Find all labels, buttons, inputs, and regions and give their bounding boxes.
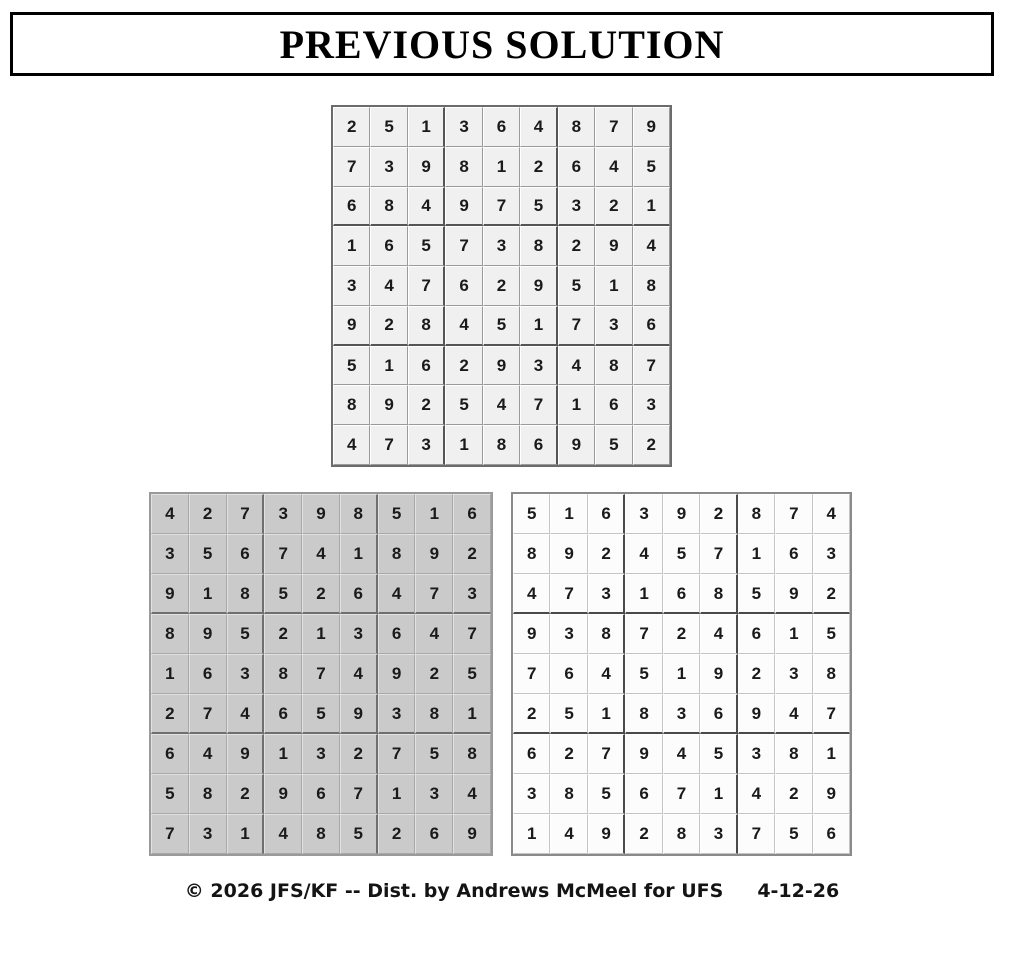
sudoku-cell: 6 — [415, 814, 453, 854]
sudoku-cell: 4 — [370, 266, 407, 306]
sudoku-cell: 2 — [813, 574, 850, 614]
sudoku-cell: 3 — [595, 306, 632, 346]
sudoku-cell: 7 — [264, 534, 302, 574]
sudoku-cell: 7 — [588, 734, 625, 774]
sudoku-cell: 4 — [151, 494, 189, 534]
sudoku-cell: 6 — [151, 734, 189, 774]
sudoku-cell: 5 — [595, 425, 632, 465]
sudoku-cell: 5 — [520, 187, 557, 227]
sudoku-grid-top — [331, 105, 672, 467]
sudoku-cell: 7 — [151, 814, 189, 854]
sudoku-cell: 2 — [340, 734, 378, 774]
sudoku-cell: 3 — [550, 614, 587, 654]
sudoku-cell: 8 — [513, 534, 550, 574]
sudoku-cell: 8 — [775, 734, 812, 774]
sudoku-cell: 2 — [445, 346, 482, 386]
sudoku-cell: 1 — [453, 694, 491, 734]
sudoku-cell: 2 — [595, 187, 632, 227]
sudoku-cell: 2 — [633, 425, 670, 465]
sudoku-cell: 4 — [520, 107, 557, 147]
sudoku-cell: 8 — [663, 814, 700, 854]
sudoku-cell: 7 — [370, 425, 407, 465]
sudoku-cell: 5 — [408, 226, 445, 266]
sudoku-cell: 1 — [483, 147, 520, 187]
sudoku-cell: 2 — [370, 306, 407, 346]
sudoku-cell: 3 — [633, 385, 670, 425]
sudoku-cell: 2 — [189, 494, 227, 534]
sudoku-cell: 4 — [663, 734, 700, 774]
sudoku-cell: 6 — [445, 266, 482, 306]
sudoku-cell: 1 — [520, 306, 557, 346]
sudoku-cell: 9 — [189, 614, 227, 654]
sudoku-cell: 7 — [189, 694, 227, 734]
sudoku-cell: 4 — [378, 574, 416, 614]
sudoku-cell: 7 — [775, 494, 812, 534]
sudoku-cell: 3 — [151, 534, 189, 574]
sudoku-cell: 5 — [151, 774, 189, 814]
sudoku-cell: 8 — [453, 734, 491, 774]
sudoku-cell: 1 — [595, 266, 632, 306]
sudoku-cell: 2 — [550, 734, 587, 774]
sudoku-cell: 1 — [415, 494, 453, 534]
sudoku-cell: 4 — [483, 385, 520, 425]
sudoku-cell: 4 — [513, 574, 550, 614]
sudoku-cell: 5 — [633, 147, 670, 187]
sudoku-cell: 1 — [378, 774, 416, 814]
footer-date: 4-12-26 — [757, 880, 840, 902]
sudoku-cell: 6 — [550, 654, 587, 694]
sudoku-cell: 3 — [408, 425, 445, 465]
sudoku-grid-bottom-left — [149, 492, 493, 856]
sudoku-cell: 8 — [415, 694, 453, 734]
sudoku-cell: 8 — [483, 425, 520, 465]
sudoku-cell: 1 — [550, 494, 587, 534]
sudoku-cell: 4 — [550, 814, 587, 854]
sudoku-cell: 7 — [415, 574, 453, 614]
sudoku-cell: 1 — [813, 734, 850, 774]
sudoku-cell: 1 — [302, 614, 340, 654]
sudoku-cell: 6 — [595, 385, 632, 425]
sudoku-cell: 8 — [813, 654, 850, 694]
sudoku-cell: 5 — [340, 814, 378, 854]
sudoku-grid-bottom-right — [511, 492, 852, 856]
sudoku-cell: 9 — [151, 574, 189, 614]
sudoku-cell: 2 — [625, 814, 662, 854]
sudoku-cell: 4 — [189, 734, 227, 774]
sudoku-cell: 8 — [340, 494, 378, 534]
sudoku-cell: 8 — [189, 774, 227, 814]
sudoku-cell: 8 — [378, 534, 416, 574]
sudoku-cell: 6 — [340, 574, 378, 614]
sudoku-cell: 5 — [445, 385, 482, 425]
sudoku-cell: 9 — [483, 346, 520, 386]
sudoku-cell: 4 — [700, 614, 737, 654]
sudoku-cell: 3 — [189, 814, 227, 854]
sudoku-cell: 6 — [378, 614, 416, 654]
sudoku-cell: 6 — [588, 494, 625, 534]
sudoku-cell: 4 — [813, 494, 850, 534]
sudoku-cell: 3 — [370, 147, 407, 187]
sudoku-cell: 6 — [513, 734, 550, 774]
sudoku-cell: 1 — [264, 734, 302, 774]
sudoku-cell: 1 — [340, 534, 378, 574]
sudoku-cell: 4 — [302, 534, 340, 574]
sudoku-cell: 9 — [588, 814, 625, 854]
sudoku-cell: 2 — [483, 266, 520, 306]
sudoku-cell: 9 — [550, 534, 587, 574]
sudoku-cell: 3 — [558, 187, 595, 227]
footer-copyright: © 2026 JFS/KF -- Dist. by Andrews McMeel for UFS — [184, 880, 724, 902]
sudoku-cell: 4 — [408, 187, 445, 227]
sudoku-cell: 4 — [264, 814, 302, 854]
sudoku-cell: 8 — [370, 187, 407, 227]
sudoku-cell: 5 — [588, 774, 625, 814]
sudoku-cell: 4 — [415, 614, 453, 654]
sudoku-cell: 3 — [378, 694, 416, 734]
sudoku-cell: 9 — [453, 814, 491, 854]
sudoku-cell: 6 — [663, 574, 700, 614]
sudoku-cell: 5 — [513, 494, 550, 534]
sudoku-cell: 2 — [453, 534, 491, 574]
sudoku-cell: 9 — [738, 694, 775, 734]
sudoku-cell: 6 — [700, 694, 737, 734]
sudoku-cell: 6 — [227, 534, 265, 574]
sudoku-cell: 8 — [151, 614, 189, 654]
sudoku-cell: 4 — [333, 425, 370, 465]
sudoku-cell: 2 — [415, 654, 453, 694]
sudoku-cell: 7 — [445, 226, 482, 266]
sudoku-cell: 7 — [595, 107, 632, 147]
sudoku-cell: 8 — [588, 614, 625, 654]
sudoku-cell: 5 — [227, 614, 265, 654]
sudoku-cell: 8 — [445, 147, 482, 187]
sudoku-cell: 8 — [264, 654, 302, 694]
sudoku-cell: 1 — [633, 187, 670, 227]
sudoku-cell: 1 — [333, 226, 370, 266]
sudoku-cell: 1 — [151, 654, 189, 694]
sudoku-cell: 3 — [663, 694, 700, 734]
sudoku-cell: 7 — [558, 306, 595, 346]
sudoku-cell: 5 — [813, 614, 850, 654]
sudoku-cell: 8 — [633, 266, 670, 306]
sudoku-cell: 3 — [415, 774, 453, 814]
sudoku-cell: 1 — [775, 614, 812, 654]
sudoku-cell: 9 — [633, 107, 670, 147]
sudoku-cell: 6 — [453, 494, 491, 534]
sudoku-cell: 9 — [378, 654, 416, 694]
sudoku-cell: 9 — [813, 774, 850, 814]
sudoku-cell: 5 — [483, 306, 520, 346]
sudoku-cell: 3 — [445, 107, 482, 147]
sudoku-cell: 1 — [445, 425, 482, 465]
sudoku-cell: 9 — [415, 534, 453, 574]
sudoku-cell: 5 — [189, 534, 227, 574]
sudoku-cell: 9 — [227, 734, 265, 774]
sudoku-cell: 9 — [558, 425, 595, 465]
sudoku-cell: 2 — [588, 534, 625, 574]
sudoku-cell: 2 — [408, 385, 445, 425]
sudoku-cell: 9 — [408, 147, 445, 187]
sudoku-cell: 7 — [302, 654, 340, 694]
sudoku-cell: 1 — [408, 107, 445, 147]
sudoku-cell: 7 — [227, 494, 265, 534]
sudoku-cell: 3 — [700, 814, 737, 854]
sudoku-cell: 9 — [663, 494, 700, 534]
sudoku-cell: 6 — [813, 814, 850, 854]
sudoku-cell: 6 — [333, 187, 370, 227]
sudoku-cell: 8 — [520, 226, 557, 266]
sudoku-cell: 8 — [700, 574, 737, 614]
sudoku-cell: 8 — [558, 107, 595, 147]
sudoku-cell: 4 — [340, 654, 378, 694]
sudoku-cell: 1 — [625, 574, 662, 614]
sudoku-cell: 2 — [520, 147, 557, 187]
sudoku-cell: 9 — [595, 226, 632, 266]
sudoku-cell: 1 — [700, 774, 737, 814]
sudoku-cell: 6 — [483, 107, 520, 147]
sudoku-cell: 6 — [738, 614, 775, 654]
sudoku-cell: 2 — [513, 694, 550, 734]
sudoku-cell: 9 — [370, 385, 407, 425]
sudoku-cell: 3 — [333, 266, 370, 306]
sudoku-cell: 5 — [370, 107, 407, 147]
sudoku-cell: 4 — [453, 774, 491, 814]
sudoku-cell: 9 — [775, 574, 812, 614]
sudoku-cell: 2 — [700, 494, 737, 534]
sudoku-cell: 5 — [700, 734, 737, 774]
sudoku-cell: 7 — [340, 774, 378, 814]
sudoku-cell: 3 — [520, 346, 557, 386]
sudoku-cell: 7 — [633, 346, 670, 386]
sudoku-cell: 8 — [595, 346, 632, 386]
sudoku-cell: 2 — [264, 614, 302, 654]
sudoku-cell: 1 — [663, 654, 700, 694]
sudoku-cell: 6 — [558, 147, 595, 187]
sudoku-cell: 7 — [663, 774, 700, 814]
sudoku-cell: 3 — [775, 654, 812, 694]
sudoku-cell: 4 — [738, 774, 775, 814]
sudoku-cell: 6 — [775, 534, 812, 574]
sudoku-cell: 3 — [513, 774, 550, 814]
sudoku-cell: 3 — [813, 534, 850, 574]
sudoku-cell: 7 — [513, 654, 550, 694]
sudoku-cell: 9 — [333, 306, 370, 346]
sudoku-cell: 5 — [415, 734, 453, 774]
sudoku-cell: 3 — [302, 734, 340, 774]
sudoku-cell: 2 — [775, 774, 812, 814]
sudoku-cell: 7 — [625, 614, 662, 654]
sudoku-cell: 8 — [625, 694, 662, 734]
sudoku-cell: 9 — [264, 774, 302, 814]
sudoku-cell: 7 — [333, 147, 370, 187]
sudoku-cell: 3 — [264, 494, 302, 534]
sudoku-cell: 4 — [445, 306, 482, 346]
sudoku-cell: 7 — [483, 187, 520, 227]
sudoku-cell: 1 — [370, 346, 407, 386]
sudoku-cell: 8 — [333, 385, 370, 425]
sudoku-cell: 2 — [738, 654, 775, 694]
sudoku-cell: 2 — [151, 694, 189, 734]
sudoku-cell: 3 — [738, 734, 775, 774]
sudoku-cell: 2 — [558, 226, 595, 266]
sudoku-cell: 5 — [625, 654, 662, 694]
sudoku-cell: 2 — [333, 107, 370, 147]
sudoku-cell: 4 — [775, 694, 812, 734]
sudoku-cell: 5 — [775, 814, 812, 854]
sudoku-cell: 4 — [558, 346, 595, 386]
sudoku-cell: 3 — [588, 574, 625, 614]
sudoku-cell: 1 — [513, 814, 550, 854]
sudoku-cell: 2 — [378, 814, 416, 854]
sudoku-cell: 4 — [595, 147, 632, 187]
sudoku-cell: 3 — [340, 614, 378, 654]
sudoku-cell: 8 — [408, 306, 445, 346]
sudoku-cell: 6 — [520, 425, 557, 465]
sudoku-cell: 7 — [738, 814, 775, 854]
sudoku-cell: 3 — [227, 654, 265, 694]
sudoku-cell: 9 — [340, 694, 378, 734]
sudoku-cell: 2 — [302, 574, 340, 614]
sudoku-cell: 1 — [558, 385, 595, 425]
sudoku-cell: 7 — [700, 534, 737, 574]
page-title-banner — [10, 12, 994, 76]
sudoku-cell: 7 — [813, 694, 850, 734]
sudoku-cell: 6 — [264, 694, 302, 734]
sudoku-cell: 7 — [378, 734, 416, 774]
sudoku-cell: 3 — [625, 494, 662, 534]
sudoku-cell: 7 — [520, 385, 557, 425]
sudoku-cell: 7 — [453, 614, 491, 654]
sudoku-cell: 6 — [189, 654, 227, 694]
sudoku-cell: 6 — [302, 774, 340, 814]
sudoku-cell: 5 — [302, 694, 340, 734]
sudoku-cell: 6 — [370, 226, 407, 266]
sudoku-cell: 5 — [550, 694, 587, 734]
sudoku-cell: 9 — [520, 266, 557, 306]
sudoku-cell: 6 — [633, 306, 670, 346]
sudoku-cell: 1 — [588, 694, 625, 734]
sudoku-cell: 6 — [625, 774, 662, 814]
sudoku-cell: 8 — [550, 774, 587, 814]
sudoku-cell: 6 — [408, 346, 445, 386]
sudoku-cell: 7 — [408, 266, 445, 306]
sudoku-cell: 5 — [264, 574, 302, 614]
sudoku-cell: 5 — [558, 266, 595, 306]
footer — [0, 880, 1024, 902]
sudoku-cell: 4 — [633, 226, 670, 266]
sudoku-cell: 4 — [227, 694, 265, 734]
sudoku-cell: 9 — [700, 654, 737, 694]
sudoku-cell: 4 — [588, 654, 625, 694]
sudoku-cell: 1 — [189, 574, 227, 614]
sudoku-cell: 9 — [302, 494, 340, 534]
page-title: PREVIOUS SOLUTION — [279, 21, 725, 67]
sudoku-cell: 7 — [550, 574, 587, 614]
sudoku-cell: 4 — [625, 534, 662, 574]
sudoku-cell: 5 — [378, 494, 416, 534]
sudoku-cell: 2 — [663, 614, 700, 654]
sudoku-cell: 5 — [663, 534, 700, 574]
sudoku-cell: 1 — [227, 814, 265, 854]
sudoku-cell: 8 — [302, 814, 340, 854]
sudoku-cell: 5 — [738, 574, 775, 614]
sudoku-cell: 9 — [625, 734, 662, 774]
sudoku-cell: 1 — [738, 534, 775, 574]
sudoku-cell: 8 — [738, 494, 775, 534]
sudoku-cell: 9 — [513, 614, 550, 654]
sudoku-cell: 8 — [227, 574, 265, 614]
sudoku-cell: 5 — [333, 346, 370, 386]
sudoku-cell: 2 — [227, 774, 265, 814]
sudoku-cell: 3 — [483, 226, 520, 266]
sudoku-cell: 3 — [453, 574, 491, 614]
sudoku-cell: 9 — [445, 187, 482, 227]
sudoku-cell: 5 — [453, 654, 491, 694]
